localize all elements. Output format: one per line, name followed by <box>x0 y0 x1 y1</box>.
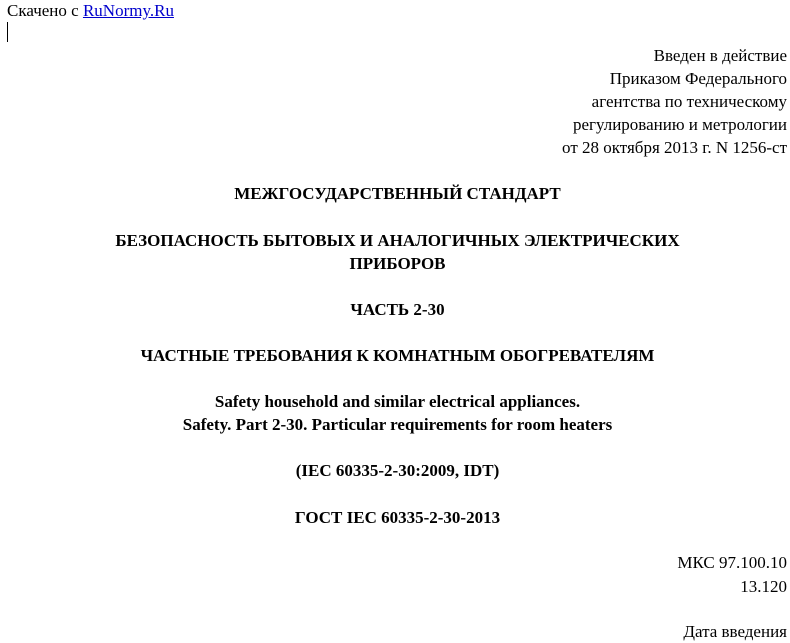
part-number <box>0 298 790 321</box>
introduced-line: Приказом Федерального <box>609 69 787 88</box>
iec-reference <box>0 459 790 482</box>
introduced-line: агентства по техническому <box>591 92 787 111</box>
mks-line-1: МКС 97.100.10 <box>677 553 787 572</box>
introduced-line: регулированию и метрологии <box>572 115 787 134</box>
introduced-line: Введен в действие <box>653 46 787 65</box>
introduced-block <box>562 44 787 159</box>
english-title-line-2: Safety. Part 2-30. Particular requirements for room heaters <box>182 415 613 434</box>
gost-code <box>0 506 790 529</box>
gost-code-text: ГОСТ IEC 60335-2-30-2013 <box>294 508 501 527</box>
text-cursor <box>7 22 8 42</box>
part-text: ЧАСТЬ 2-30 <box>350 300 445 319</box>
english-title-line-1: Safety household and similar electrical appliances. <box>214 392 581 411</box>
title-line-2: ПРИБОРОВ <box>349 254 446 273</box>
download-note <box>7 1 174 21</box>
english-title <box>0 390 790 436</box>
download-note-prefix: Скачено с <box>7 1 79 20</box>
standard-type-text: МЕЖГОСУДАРСТВЕННЫЙ СТАНДАРТ <box>234 184 561 203</box>
document-title <box>0 229 790 275</box>
introduced-line: от 28 октября 2013 г. N 1256-ст <box>562 138 787 157</box>
mks-line-2: 13.120 <box>740 577 787 596</box>
subtitle-text: ЧАСТНЫЕ ТРЕБОВАНИЯ К КОМНАТНЫМ ОБОГРЕВАТЕЛЯМ <box>140 346 655 365</box>
date-intro-label: Дата введения <box>683 622 787 641</box>
subtitle <box>0 344 790 367</box>
iec-reference-text: (IEC 60335-2-30:2009, IDT) <box>295 461 500 480</box>
runormy-link[interactable]: RuNormy.Ru <box>82 1 174 20</box>
standard-type <box>0 182 790 205</box>
title-line-1: БЕЗОПАСНОСТЬ БЫТОВЫХ И АНАЛОГИЧНЫХ ЭЛЕКТРИЧЕСКИХ <box>115 231 680 250</box>
mks-block <box>677 551 787 599</box>
